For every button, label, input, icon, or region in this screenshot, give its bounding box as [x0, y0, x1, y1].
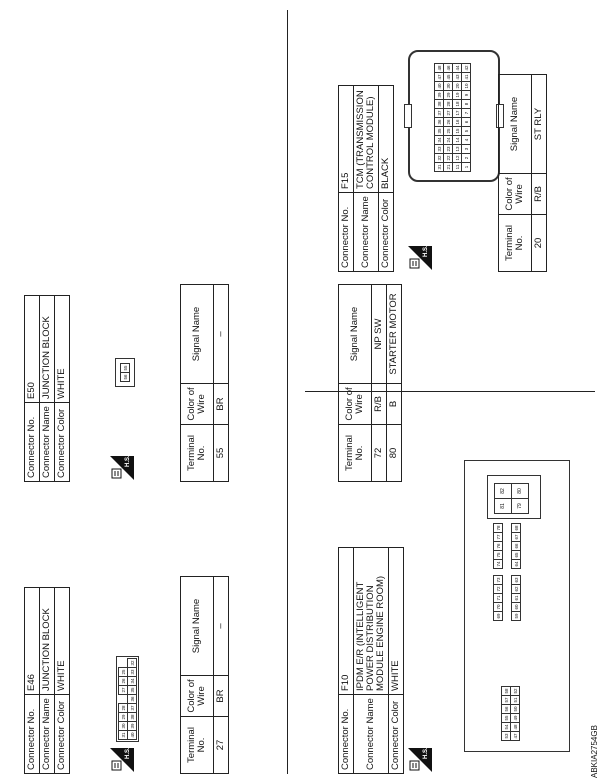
pin-grid-middle [511, 523, 521, 621]
header-wire-color: Color of Wire [499, 174, 532, 215]
pin-cell: 40 [129, 732, 135, 738]
pin-cell: 4 [462, 136, 471, 145]
signal-table [338, 284, 402, 482]
table-row [214, 577, 229, 774]
terminal-number: 20 [532, 215, 547, 272]
pin-cell: 47 [512, 733, 518, 739]
pin-cell: 56 [503, 706, 509, 712]
header-terminal-no: Terminal No. [499, 215, 532, 272]
connector-name: IPDM E/R (INTELLIGENT POWER DISTRIBUTION MODULE ENGINE ROOM) [353, 548, 388, 695]
pin-cell: 59 [513, 613, 519, 619]
info-label: Connector No. [339, 193, 354, 272]
hs-harness-side-icon [408, 246, 432, 270]
pin-cell: 18 [454, 101, 460, 107]
horizontal-divider [287, 10, 288, 774]
pin-cell: 36 [436, 119, 442, 125]
pin-cell: 58 [503, 688, 509, 694]
connector-info-table [338, 85, 394, 272]
hs-label: H.S. [423, 246, 429, 257]
pin-cell: 17 [454, 110, 460, 116]
pin-cell: 33 [129, 669, 135, 675]
wire-color: B [386, 384, 401, 425]
pin-cell: 60 [513, 604, 519, 610]
connector-info-table [24, 295, 70, 482]
pin-cell: 49 [512, 715, 518, 721]
pin-cell: 5 [462, 127, 471, 136]
pin-cell: 38 [129, 714, 135, 720]
pin-cell: 76 [495, 543, 501, 549]
pin-cell: 19 [454, 92, 460, 98]
pin-cell: 36 [129, 696, 135, 702]
pin-cell: 37 [436, 110, 442, 116]
pin-cell: 30 [120, 723, 126, 729]
pin-cell: 3 [462, 145, 471, 154]
pin-cell: 16 [454, 119, 460, 125]
reference-code: ABKIA2754GB [590, 725, 599, 778]
header-wire-color: Color of Wire [181, 384, 214, 425]
connector-info-table [338, 547, 404, 774]
pin-cell: 43 [454, 74, 460, 80]
pin-cell: 15 [454, 128, 460, 134]
header-terminal-no: Terminal No. [339, 425, 372, 482]
pin-cell: 46 [445, 65, 451, 71]
connector-info-table [24, 587, 70, 774]
info-label: Connector Color [54, 403, 69, 482]
connector-panel-e50 [24, 295, 70, 482]
header-signal-name: Signal Name [339, 285, 372, 384]
pin-cell: 35 [436, 128, 442, 134]
terminal-table-e50 [180, 284, 229, 482]
info-label: Connector Color [378, 193, 393, 272]
pin-cell: 57 [503, 697, 509, 703]
info-label: Connector Name [39, 695, 54, 774]
fuse-block [487, 475, 541, 519]
signal-name: – [214, 577, 229, 676]
blank-cavity [494, 569, 503, 576]
pin-cell: 11 [453, 163, 462, 172]
connector-panel-f10 [338, 547, 404, 774]
pin-cell: 13 [454, 146, 460, 152]
terminal-table-f15 [498, 74, 547, 272]
connector-color: BLACK [378, 86, 393, 193]
connector-face-e46 [116, 656, 139, 742]
blank-cavity [119, 695, 128, 704]
pin-cell: 82 [495, 484, 512, 499]
pin-cell: 72 [495, 586, 501, 592]
pin-cell: 34 [436, 137, 442, 143]
hs-label: H.S. [125, 456, 131, 467]
header-terminal-no: Terminal No. [181, 425, 214, 482]
pin-cell: 26 [120, 678, 126, 684]
pin-cell: 12 [454, 155, 460, 161]
header-signal-name: Signal Name [181, 577, 214, 676]
connector-face-e50 [115, 358, 135, 387]
connector-panel-e46 [24, 587, 70, 774]
pin-cell: 53 [503, 733, 509, 739]
pin-cell: 1 [462, 163, 471, 172]
pin-cell: 44 [454, 65, 460, 71]
pin-cell: 31 [120, 732, 126, 738]
pin-cell: 10 [463, 83, 469, 89]
pin-cell: 73 [495, 577, 501, 583]
terminal-number: 72 [372, 425, 387, 482]
pin-cell: 25 [120, 669, 126, 675]
signal-table [180, 284, 229, 482]
signal-table [180, 576, 229, 774]
signal-name: NP SW [372, 285, 387, 384]
header-wire-color: Color of Wire [339, 384, 372, 425]
connector-color: WHITE [54, 296, 69, 403]
pin-grid [434, 63, 471, 172]
pin-cell: 32 [436, 155, 442, 161]
pin-cell: 55 [122, 365, 128, 371]
pin-cell: 56 [122, 374, 128, 380]
pin-cell: 69 [495, 613, 501, 619]
pin-cell: 35 [129, 687, 135, 693]
pin-cell: 28 [445, 101, 451, 107]
pin-cell: 26 [445, 119, 451, 125]
pin-cell: 45 [445, 74, 451, 80]
pin-cell: 40 [436, 83, 442, 89]
pin-cell: 21 [445, 164, 451, 170]
pin-cell: 38 [436, 101, 442, 107]
pin-cell: 30 [445, 83, 451, 89]
pin-cell: 14 [454, 137, 460, 143]
pin-cell: 23 [445, 146, 451, 152]
info-label: Connector No. [25, 695, 40, 774]
signal-name: – [214, 285, 229, 384]
pin-cell: 64 [513, 561, 519, 567]
header-signal-name: Signal Name [181, 285, 214, 384]
pin-cell: 66 [513, 543, 519, 549]
pin-cell: 81 [495, 499, 512, 514]
pin-cell: 50 [512, 706, 518, 712]
wire-color: BR [214, 384, 229, 425]
connector-name: TCM (TRANSMISSION CONTROL MODULE) [353, 86, 378, 193]
pin-cell: 68 [513, 525, 519, 531]
info-label: Connector Color [54, 695, 69, 774]
pin-cell: 39 [436, 92, 442, 98]
pin-cell: 62 [513, 586, 519, 592]
pin-cell: 24 [445, 137, 451, 143]
info-label: Connector No. [25, 403, 40, 482]
pin-cell: 37 [129, 705, 135, 711]
header-terminal-no: Terminal No. [181, 717, 214, 774]
pin-cell: 2 [462, 154, 471, 163]
pin-grid-right [494, 483, 529, 514]
connector-panel-f15 [338, 85, 394, 272]
pin-cell: 55 [503, 715, 509, 721]
terminal-table-e46 [180, 576, 229, 774]
connector-color: WHITE [54, 588, 69, 695]
signal-name: ST RLY [532, 75, 547, 174]
connector-number: F15 [339, 86, 354, 193]
header-wire-color: Color of Wire [181, 676, 214, 717]
table-row [386, 285, 401, 482]
pin-cell: 25 [445, 128, 451, 134]
pin-cell: 79 [512, 499, 529, 514]
pin-cell: 7 [462, 109, 471, 118]
pin-cell: 32 [129, 660, 135, 666]
pin-cell: 71 [495, 595, 501, 601]
info-label: Connector Name [39, 403, 54, 482]
pin-cell: 63 [513, 577, 519, 583]
pin-grid-left [501, 686, 520, 741]
pin-cell: 8 [462, 100, 471, 109]
hs-harness-side-icon [408, 748, 432, 772]
pin-cell: 47 [436, 74, 442, 80]
pin-cell: 74 [495, 561, 501, 567]
pin-cell: 41 [463, 74, 469, 80]
connector-number: E50 [25, 296, 40, 403]
pin-cell: 48 [512, 724, 518, 730]
info-label: Connector No. [339, 695, 354, 774]
pin-cell: 27 [445, 110, 451, 116]
signal-table [498, 74, 547, 272]
pin-cell: 20 [454, 83, 460, 89]
hs-label: H.S. [125, 748, 131, 759]
pin-cell: 9 [462, 91, 471, 100]
info-label: Connector Color [388, 695, 403, 774]
pin-cell: 29 [120, 714, 126, 720]
pin-grid [118, 658, 137, 740]
pin-cell: 51 [512, 697, 518, 703]
terminal-number: 27 [214, 717, 229, 774]
pin-grid-middle [493, 523, 503, 621]
table-row [532, 75, 547, 272]
pin-cell: 65 [513, 552, 519, 558]
signal-name: STARTER MOTOR [386, 285, 401, 384]
connector-name: JUNCTION BLOCK [39, 296, 54, 403]
pin-cell: 34 [129, 678, 135, 684]
wire-color: R/B [532, 174, 547, 215]
pin-cell: 67 [513, 534, 519, 540]
info-label: Connector Name [353, 695, 388, 774]
connector-face-f10 [464, 460, 570, 752]
connector-face-f15 [408, 50, 500, 182]
wire-color: BR [214, 676, 229, 717]
pin-cell: 33 [436, 146, 442, 152]
pin-cell: 29 [445, 92, 451, 98]
connector-color: WHITE [388, 548, 403, 695]
blank-cavity [512, 569, 521, 576]
pin-cell: 80 [512, 484, 529, 499]
info-label: Connector Name [353, 193, 378, 272]
pin-cell: 48 [436, 65, 442, 71]
terminal-number: 80 [386, 425, 401, 482]
pin-cell: 75 [495, 552, 501, 558]
pin-grid [120, 363, 130, 382]
pin-cell: 31 [436, 164, 442, 170]
pin-cell: 78 [495, 525, 501, 531]
terminal-table-f10 [338, 284, 402, 482]
hs-harness-side-icon [110, 456, 134, 480]
pin-cell: 77 [495, 534, 501, 540]
table-row [214, 285, 229, 482]
pin-cell: 39 [129, 723, 135, 729]
connector-name: JUNCTION BLOCK [39, 588, 54, 695]
pin-cell: 28 [120, 705, 126, 711]
pin-cell: 6 [462, 118, 471, 127]
pin-cell: 54 [503, 724, 509, 730]
pin-cell: 70 [495, 604, 501, 610]
pin-cell: 61 [513, 595, 519, 601]
terminal-number: 55 [214, 425, 229, 482]
wire-color: R/B [372, 384, 387, 425]
hs-harness-side-icon [110, 748, 134, 772]
hs-label: H.S. [423, 748, 429, 759]
pin-cell: 22 [445, 155, 451, 161]
connector-number: E46 [25, 588, 40, 695]
pin-cell: 27 [120, 687, 126, 693]
table-row [372, 285, 387, 482]
pin-cell: 42 [463, 65, 469, 71]
header-signal-name: Signal Name [499, 75, 532, 174]
pin-cell: 52 [512, 688, 518, 694]
connector-number: F10 [339, 548, 354, 695]
connector-latch [404, 104, 412, 128]
